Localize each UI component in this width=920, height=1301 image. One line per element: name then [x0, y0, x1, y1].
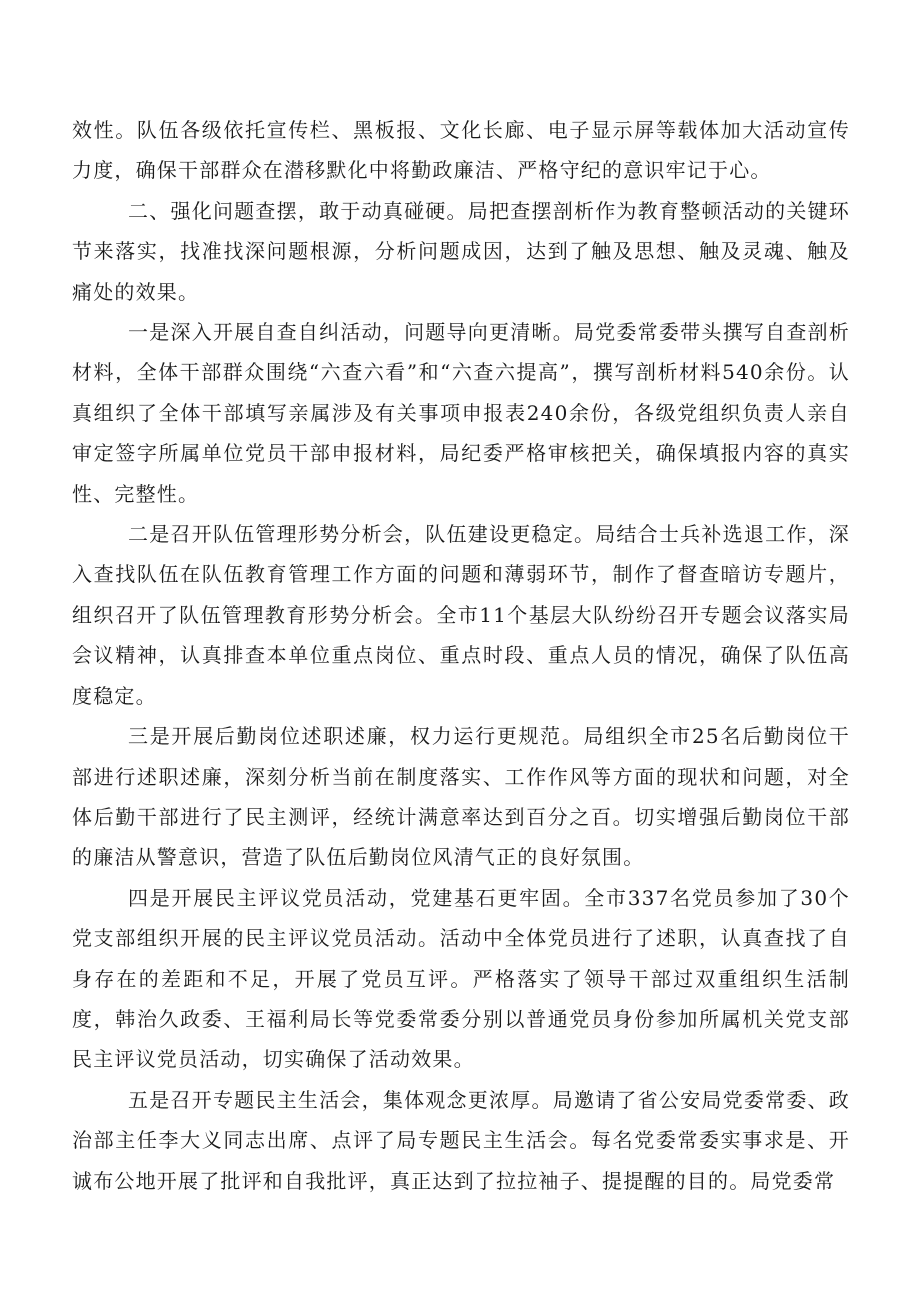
paragraph-continuation: 效性。队伍各级依托宣传栏、黑板报、文化长廊、电子显示屏等载体加大活动宣传力度，确保干部群众在潜移默化中将勤政廉洁、严格守纪的意识牢记于心。	[72, 118, 850, 183]
paragraph-democratic-meeting: 五是召开专题民主生活会，集体观念更浓厚。局邀请了省公安局党委常委、政治部主任李大义同志出席、点评了局专题民主生活会。每名党委常委实事求是、开诚布公地开展了批评和自我批评，真正达到了拉拉袖子、提提醒的目的。局党委常	[72, 1087, 850, 1193]
paragraph-team-analysis: 二是召开队伍管理形势分析会，队伍建设更稳定。局结合士兵补选退工作，深入查找队伍在队伍教育管理工作方面的问题和薄弱环节，制作了督查暗访专题片，组织召开了队伍管理教育形势分析会。全市11个基层大队纷纷召开专题会议落实局会议精神，认真排查本单位重点岗位、重点时段、重点人员的情况，确保了队伍高度稳定。	[72, 522, 850, 708]
section-heading-paragraph: 二、强化问题查摆，敢于动真碰硬。局把查摆剖析作为教育整顿活动的关键环节来落实，找准找深问题根源，分析问题成因，达到了触及思想、触及灵魂、触及痛处的效果。	[72, 198, 850, 304]
paragraph-self-inspection: 一是深入开展自查自纠活动，问题导向更清晰。局党委常委带头撰写自查剖析材料，全体干部群众围绕“六查六看”和“六查六提高”，撰写剖析材料540余份。认真组织了全体干部填写亲属涉及有关事项申报表240余份，各级党组织负责人亲自审定签字所属单位党员干部申报材料，局纪委严格审核把关，确保填报内容的真实性、完整性。	[72, 320, 850, 506]
paragraph-logistics-review: 三是开展后勤岗位述职述廉，权力运行更规范。局组织全市25名后勤岗位干部进行述职述廉，深刻分析当前在制度落实、工作作风等方面的现状和问题，对全体后勤干部进行了民主测评，经统计满意率达到百分之百。切实增强后勤岗位干部的廉洁从警意识，营造了队伍后勤岗位风清气正的良好氛围。	[72, 724, 850, 870]
paragraph-party-evaluation: 四是开展民主评议党员活动，党建基石更牢固。全市337名党员参加了30个党支部组织开展的民主评议党员活动。活动中全体党员进行了述职，认真查找了自身存在的差距和不足，开展了党员互评。严格落实了领导干部过双重组织生活制度，韩治久政委、王福利局长等党委常委分别以普通党员身份参加所属机关党支部民主评议党员活动，切实确保了活动效果。	[72, 885, 850, 1072]
